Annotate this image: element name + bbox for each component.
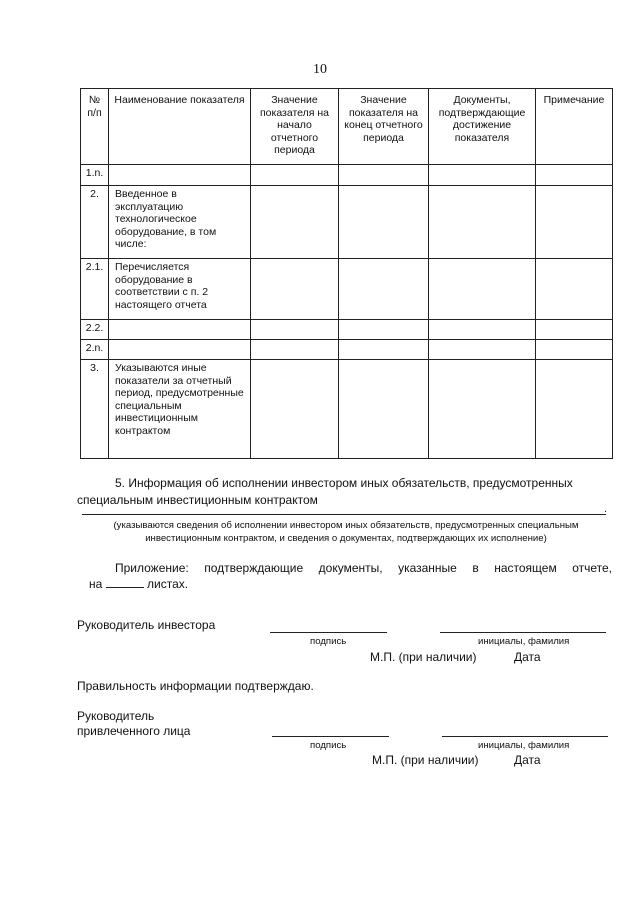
table-row — [81, 340, 613, 360]
attracted-date-label: Дата — [514, 753, 541, 767]
attracted-head-label — [77, 709, 190, 739]
appendix-line-2 — [77, 576, 612, 592]
header-note: Примечание — [536, 89, 613, 165]
cell-end — [339, 320, 429, 340]
section-5-note — [80, 519, 612, 545]
row-name — [109, 340, 251, 360]
cell-note — [536, 186, 613, 259]
sheet-count-blank — [106, 576, 144, 588]
cell-docs — [429, 165, 536, 186]
investor-signature-caption: подпись — [310, 636, 347, 647]
table-row — [81, 360, 613, 459]
table-row — [81, 186, 613, 259]
attracted-name-line — [442, 736, 608, 737]
investor-seal-label: М.П. (при наличии) — [370, 650, 477, 664]
fill-line-dot: . — [604, 503, 608, 515]
row-number: 2. — [81, 186, 109, 259]
cell-end — [339, 165, 429, 186]
investor-date-label: Дата — [514, 650, 541, 664]
cell-end — [339, 186, 429, 259]
cell-start — [251, 259, 339, 320]
cell-note — [536, 320, 613, 340]
cell-note — [536, 360, 613, 459]
cell-start — [251, 340, 339, 360]
indicators-table — [80, 88, 613, 459]
cell-note — [536, 259, 613, 320]
row-name: Введенное в эксплуатацию технологическое оборудование, в том числе: — [109, 186, 251, 259]
note-line-2: инвестиционным контрактом, и сведения о документах, подтверждающих их исполнение) — [145, 533, 547, 544]
section-5-title: 5. Информация об исполнении инвестором иных обязательств, предусмотренных специальным инвестиционным контрактом — [77, 476, 573, 507]
cell-docs — [429, 360, 536, 459]
header-end-value: Значение показателя на конец отчетного периода — [339, 89, 429, 165]
table-header-row — [81, 89, 613, 165]
cell-start — [251, 320, 339, 340]
cell-start — [251, 186, 339, 259]
cell-end — [339, 360, 429, 459]
cell-docs — [429, 320, 536, 340]
row-name — [109, 165, 251, 186]
table-row — [81, 259, 613, 320]
cell-note — [536, 340, 613, 360]
cell-docs — [429, 259, 536, 320]
row-number: 1.n. — [81, 165, 109, 186]
attracted-signature-line — [272, 736, 389, 737]
row-number: 2.1. — [81, 259, 109, 320]
header-num: № п/п — [81, 89, 109, 165]
cell-start — [251, 165, 339, 186]
appendix-prefix: на — [89, 577, 103, 591]
attracted-label-line-1: Руководитель — [77, 709, 155, 723]
table-row — [81, 165, 613, 186]
attracted-name-caption: инициалы, фамилия — [478, 740, 570, 751]
row-name — [109, 320, 251, 340]
appendix-suffix: листах. — [147, 577, 189, 591]
row-name: Перечисляется оборудование в соответствии с п. 2 настоящего отчета — [109, 259, 251, 320]
cell-docs — [429, 186, 536, 259]
cell-note — [536, 165, 613, 186]
cell-end — [339, 259, 429, 320]
header-documents: Документы, подтверждающие достижение показателя — [429, 89, 536, 165]
investor-signature-line — [270, 632, 387, 633]
investor-head-label: Руководитель инвестора — [77, 618, 216, 632]
attracted-label-line-2: привлеченного лица — [77, 724, 191, 738]
row-number: 2.n. — [81, 340, 109, 360]
note-line-1: (указываются сведения об исполнении инвестором иных обязательств, предусмотренных специальным — [113, 520, 579, 531]
attracted-seal-label: М.П. (при наличии) — [372, 753, 479, 767]
row-number: 3. — [81, 360, 109, 459]
row-name: Указываются иные показатели за отчетный период, предусмотренные специальным инвестиционным контрактом — [109, 360, 251, 459]
investor-name-line — [440, 632, 606, 633]
cell-docs — [429, 340, 536, 360]
header-start-value: Значение показателя на начало отчетного периода — [251, 89, 339, 165]
row-number: 2.2. — [81, 320, 109, 340]
header-name: Наименование показателя — [109, 89, 251, 165]
cell-start — [251, 360, 339, 459]
page-number: 10 — [313, 62, 327, 77]
appendix-statement — [77, 560, 612, 592]
investor-name-caption: инициалы, фамилия — [478, 636, 570, 647]
cell-end — [339, 340, 429, 360]
table-row — [81, 320, 613, 340]
fill-in-line — [82, 514, 606, 515]
appendix-line-1: Приложение: подтверждающие документы, указанные в настоящем отчете, — [115, 561, 612, 575]
attracted-signature-caption: подпись — [310, 740, 347, 751]
confirmation-text: Правильность информации подтверждаю. — [77, 679, 314, 693]
